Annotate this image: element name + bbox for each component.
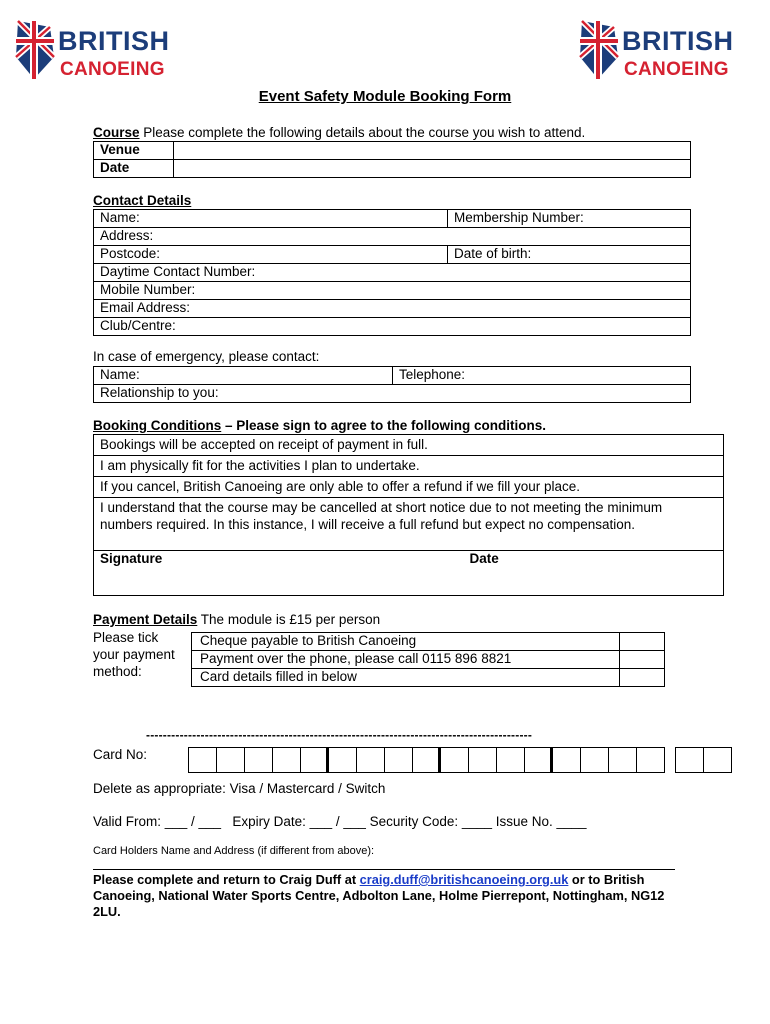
logo-text-british: BRITISH bbox=[622, 26, 734, 56]
contact-heading: Contact Details bbox=[93, 193, 192, 208]
dob-field[interactable]: Date of birth: bbox=[448, 246, 691, 264]
union-jack-paddle-icon bbox=[14, 17, 58, 81]
date-field[interactable] bbox=[174, 160, 691, 178]
venue-field[interactable] bbox=[174, 142, 691, 160]
payment-price: The module is £15 per person bbox=[197, 612, 381, 627]
return-instructions bbox=[93, 872, 673, 920]
emergency-name-field[interactable]: Name: bbox=[94, 367, 393, 385]
daytime-number-field[interactable]: Daytime Contact Number: bbox=[94, 264, 691, 282]
booking-heading: Booking Conditions bbox=[93, 418, 222, 433]
emergency-heading: In case of emergency, please contact: bbox=[93, 349, 320, 364]
card-no-label: Card No: bbox=[93, 747, 148, 762]
signature-date-field[interactable] bbox=[464, 551, 724, 596]
logo-text-canoeing: CANOEING bbox=[60, 59, 165, 80]
address-field[interactable]: Address: bbox=[94, 228, 691, 246]
contact-name-field[interactable]: Name: bbox=[94, 210, 448, 228]
condition-item: I understand that the course may be cancelled at short notice due to not meeting the minimum numbers required. In this instance, I will receive a full refund but expect no compensation. bbox=[94, 498, 724, 551]
payment-option-label: Cheque payable to British Canoeing bbox=[192, 633, 620, 651]
return-prefix: Please complete and return to Craig Duff at bbox=[93, 872, 360, 887]
emergency-table bbox=[93, 366, 691, 403]
logo-text-canoeing: CANOEING bbox=[624, 59, 729, 80]
course-heading: Course bbox=[93, 125, 140, 140]
payment-option-tick[interactable] bbox=[620, 633, 665, 651]
relationship-field[interactable]: Relationship to you: bbox=[94, 385, 691, 403]
course-intro-text: Please complete the following details about the course you wish to attend. bbox=[139, 125, 586, 140]
course-table bbox=[93, 141, 691, 178]
payment-option-label: Payment over the phone, please call 0115 896 8821 bbox=[192, 651, 620, 669]
british-canoeing-logo-left bbox=[14, 15, 199, 85]
card-dates-line: Valid From: ___ / ___ Expiry Date: ___ / ___ Security Code: ____ Issue No. ____ bbox=[93, 814, 587, 829]
payment-option-tick[interactable] bbox=[620, 651, 665, 669]
emergency-telephone-field[interactable]: Telephone: bbox=[393, 367, 691, 385]
conditions-table bbox=[93, 434, 724, 596]
club-field[interactable]: Club/Centre: bbox=[94, 318, 691, 336]
card-holder-label: Card Holders Name and Address (if different from above): bbox=[93, 845, 375, 857]
email-field[interactable]: Email Address: bbox=[94, 300, 691, 318]
signature-field[interactable] bbox=[94, 551, 464, 596]
return-suffix: or to British Canoeing, National Water Sports Centre, Adbolton Lane, Holme Pierrepont, Nottingham, NG12 2LU. bbox=[93, 872, 665, 919]
british-canoeing-logo-right bbox=[578, 15, 763, 85]
card-type-line: Delete as appropriate: Visa / Mastercard / Switch bbox=[93, 781, 386, 796]
payment-tick-label: Please tick your payment method: bbox=[93, 630, 175, 679]
union-jack-paddle-icon bbox=[578, 17, 622, 81]
payment-heading-line bbox=[93, 612, 380, 627]
payment-heading: Payment Details bbox=[93, 612, 198, 627]
venue-label: Venue bbox=[94, 142, 174, 160]
return-email-link[interactable]: craig.duff@britishcanoeing.org.uk bbox=[359, 872, 569, 887]
cut-separator: -------------------------------------------------------------------------------------------- bbox=[146, 728, 533, 742]
condition-item: I am physically fit for the activities I plan to undertake. bbox=[94, 456, 724, 477]
contact-table bbox=[93, 209, 691, 336]
signature-label: Signature bbox=[100, 551, 163, 566]
card-holder-line[interactable] bbox=[93, 869, 675, 870]
payment-option-tick[interactable] bbox=[620, 669, 665, 687]
booking-heading-line bbox=[93, 418, 546, 433]
booking-heading-rest: – Please sign to agree to the following conditions. bbox=[221, 418, 547, 433]
signature-date-label: Date bbox=[469, 551, 499, 566]
course-intro bbox=[93, 125, 585, 140]
membership-number-field[interactable]: Membership Number: bbox=[448, 210, 691, 228]
mobile-number-field[interactable]: Mobile Number: bbox=[94, 282, 691, 300]
date-label: Date bbox=[94, 160, 174, 178]
form-title: Event Safety Module Booking Form bbox=[258, 88, 512, 105]
payment-option-label: Card details filled in below bbox=[192, 669, 620, 687]
card-number-boxes[interactable] bbox=[188, 747, 665, 773]
card-extra-boxes[interactable] bbox=[675, 747, 732, 773]
condition-item: If you cancel, British Canoeing are only able to offer a refund if we fill your place. bbox=[94, 477, 724, 498]
postcode-field[interactable]: Postcode: bbox=[94, 246, 448, 264]
condition-item: Bookings will be accepted on receipt of payment in full. bbox=[94, 435, 724, 456]
payment-method-table bbox=[191, 632, 665, 687]
logo-text-british: BRITISH bbox=[58, 26, 170, 56]
